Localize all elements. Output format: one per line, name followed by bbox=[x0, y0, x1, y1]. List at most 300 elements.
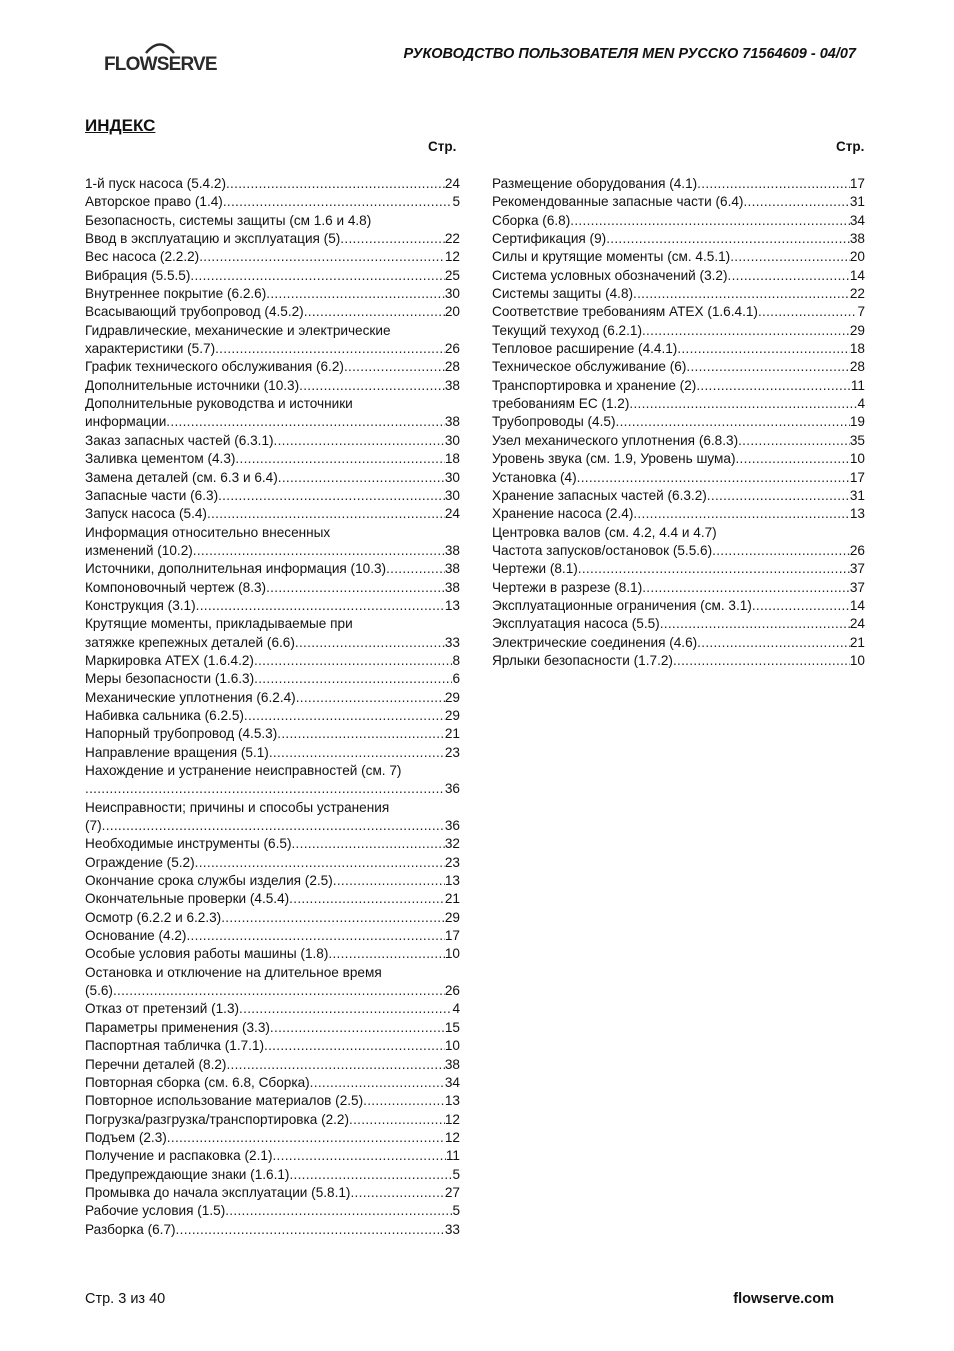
index-entry-title: Особые условия работы машины (1.8) bbox=[85, 946, 329, 962]
dot-leader bbox=[728, 267, 850, 285]
index-entry-page: 10 bbox=[849, 652, 865, 668]
dot-leader bbox=[686, 358, 850, 376]
dot-leader bbox=[223, 193, 453, 211]
index-entry-page: 21 bbox=[444, 726, 460, 742]
index-entry-lead: Безопасность, системы защиты (см 1.6 и 4.8) bbox=[85, 212, 372, 228]
dot-leader bbox=[673, 652, 850, 670]
index-column-left bbox=[85, 175, 460, 1239]
dot-leader bbox=[113, 982, 445, 1000]
index-entry-title: Осмотр (6.2.2 и 6.2.3) bbox=[85, 909, 222, 925]
dot-leader bbox=[570, 212, 850, 230]
index-entry bbox=[85, 652, 460, 670]
index-entry-page: 21 bbox=[444, 891, 460, 907]
dot-leader bbox=[199, 248, 445, 266]
index-entry bbox=[492, 560, 865, 578]
index-entry-title: 1-й пуск насоса (5.4.2) bbox=[85, 176, 226, 191]
index-entry bbox=[492, 579, 865, 597]
index-column-right bbox=[492, 175, 865, 670]
index-entry-title: Чертежи в разрезе (8.1) bbox=[492, 579, 643, 595]
index-entry bbox=[492, 615, 865, 633]
index-entry-page: 31 bbox=[849, 487, 865, 503]
dot-leader bbox=[266, 579, 445, 597]
index-entry-lead: Дополнительные руководства и источники bbox=[85, 396, 353, 412]
index-entry bbox=[492, 395, 865, 413]
index-entry bbox=[85, 1147, 460, 1165]
flowserve-logo bbox=[104, 38, 216, 82]
index-entry-title: Электрические соединения (4.6) bbox=[492, 634, 698, 650]
index-entry-page: 22 bbox=[444, 231, 460, 247]
index-entry-title: Ввод в эксплуатацию и эксплуатация (5) bbox=[85, 231, 341, 247]
index-entry-page: 23 bbox=[444, 744, 460, 760]
index-entry-page: 10 bbox=[849, 451, 865, 467]
dot-leader bbox=[633, 285, 850, 303]
index-entry bbox=[492, 193, 865, 211]
index-entry-title: Дополнительные источники (10.3) bbox=[85, 377, 300, 393]
index-entry bbox=[492, 340, 865, 358]
index-entry bbox=[85, 725, 460, 743]
index-entry bbox=[85, 1202, 460, 1220]
index-entry-page: 22 bbox=[849, 286, 865, 302]
dot-leader bbox=[278, 469, 445, 487]
dot-leader bbox=[743, 193, 849, 211]
index-entry-lead: Информация относительно внесенных bbox=[85, 524, 331, 540]
dot-leader bbox=[274, 432, 445, 450]
index-entry bbox=[85, 982, 460, 1000]
website-link[interactable]: flowserve.com bbox=[733, 1291, 834, 1307]
index-entry-title: Соответствие требованиям ATEX (1.6.4.1) bbox=[492, 304, 758, 320]
dot-leader bbox=[254, 652, 452, 670]
index-entry bbox=[492, 230, 865, 248]
index-entry-page: 5 bbox=[452, 194, 460, 210]
index-entry-title: Вибрация (5.5.5) bbox=[85, 267, 191, 283]
dot-leader bbox=[677, 340, 850, 358]
dot-leader bbox=[577, 469, 850, 487]
index-entry bbox=[85, 1037, 460, 1055]
index-entry bbox=[492, 413, 865, 431]
index-entry-title: Установка (4) bbox=[492, 469, 577, 485]
index-entry-title: Меры безопасности (1.6.3) bbox=[85, 671, 255, 687]
index-entry-page: 10 bbox=[444, 946, 460, 962]
index-entry bbox=[492, 303, 865, 321]
index-entry-lead: Гидравлические, механические и электрические bbox=[85, 322, 391, 338]
index-entry-title: Основание (4.2) bbox=[85, 928, 187, 944]
index-entry bbox=[492, 248, 865, 266]
dot-leader bbox=[167, 1129, 445, 1147]
dot-leader bbox=[349, 1111, 445, 1129]
index-entry bbox=[492, 469, 865, 487]
dot-leader bbox=[218, 487, 445, 505]
index-entry bbox=[85, 505, 460, 523]
index-entry bbox=[85, 542, 460, 560]
index-entry bbox=[85, 634, 460, 652]
index-entry-page: 24 bbox=[444, 506, 460, 522]
index-entry-title: Погрузка/разгрузка/транспортировка (2.2) bbox=[85, 1111, 350, 1127]
dot-leader bbox=[712, 542, 850, 560]
index-entry-title: информации bbox=[85, 414, 167, 430]
index-entry-title: Всасывающий трубопровод (4.5.2) bbox=[85, 304, 304, 320]
index-entry bbox=[85, 707, 460, 725]
index-entry-page: 33 bbox=[444, 634, 460, 650]
index-entry-page: 4 bbox=[857, 396, 865, 412]
index-entry bbox=[85, 377, 460, 395]
index-entry bbox=[85, 890, 460, 908]
dot-leader bbox=[629, 395, 857, 413]
index-entry bbox=[85, 817, 460, 835]
dot-leader bbox=[207, 505, 445, 523]
index-entry-title: изменений (10.2) bbox=[85, 542, 193, 558]
logo-arc-icon bbox=[144, 40, 176, 54]
index-entry-title: Промывка до начала эксплуатации (5.8.1) bbox=[85, 1184, 351, 1200]
index-entry-title: Тепловое расширение (4.4.1) bbox=[492, 341, 678, 357]
index-entry-title: Окончание срока службы изделия (2.5) bbox=[85, 873, 333, 889]
index-entry-page: 17 bbox=[444, 928, 460, 944]
dot-leader bbox=[254, 670, 452, 688]
dot-leader bbox=[310, 1074, 445, 1092]
dot-leader bbox=[304, 303, 445, 321]
index-entry bbox=[85, 193, 460, 211]
dot-leader bbox=[296, 689, 445, 707]
index-entry-page: 37 bbox=[849, 561, 865, 577]
index-entry-title: Размещение оборудования (4.1) bbox=[492, 176, 698, 191]
index-entry bbox=[85, 1074, 460, 1092]
index-entry-title: (7) bbox=[85, 818, 102, 834]
index-entry-title: Направление вращения (5.1) bbox=[85, 744, 269, 760]
index-entry bbox=[85, 1092, 460, 1110]
index-entry bbox=[85, 303, 460, 321]
index-entry-title: Ярлыки безопасности (1.7.2) bbox=[492, 652, 673, 668]
index-entry-page: 38 bbox=[444, 414, 460, 430]
index-entry-title: Рабочие условия (1.5) bbox=[85, 1203, 226, 1219]
index-entry-title: Авторское право (1.4) bbox=[85, 194, 223, 210]
index-entry-title: График технического обслуживания (6.2) bbox=[85, 359, 344, 375]
index-entry bbox=[85, 285, 460, 303]
index-entry bbox=[85, 689, 460, 707]
dot-leader bbox=[291, 835, 444, 853]
dot-leader bbox=[616, 413, 850, 431]
dot-leader bbox=[642, 322, 850, 340]
index-entry-title: Эксплуатационные ограничения (см. 3.1) bbox=[492, 597, 752, 613]
dot-leader bbox=[239, 1000, 452, 1018]
index-entry-page: 14 bbox=[849, 267, 865, 283]
dot-leader bbox=[363, 1092, 445, 1110]
dot-leader bbox=[697, 634, 850, 652]
index-entry bbox=[85, 1019, 460, 1037]
index-entry-page: 20 bbox=[849, 249, 865, 265]
index-entry-title: Маркировка ATEX (1.6.4.2) bbox=[85, 652, 254, 668]
index-entry-title: Механические уплотнения (6.2.4) bbox=[85, 689, 296, 705]
index-entry bbox=[492, 285, 865, 303]
index-entry-page: 19 bbox=[849, 414, 865, 430]
index-entry-page: 15 bbox=[444, 1019, 460, 1035]
index-entry bbox=[85, 835, 460, 853]
index-entry bbox=[85, 469, 460, 487]
index-entry-title: Источники, дополнительная информация (10.3) bbox=[85, 561, 387, 577]
index-entry-page: 13 bbox=[444, 873, 460, 889]
index-entry bbox=[85, 450, 460, 468]
index-entry-title: Компоновочный чертеж (8.3) bbox=[85, 579, 267, 595]
index-entry bbox=[85, 1129, 460, 1147]
dot-leader bbox=[277, 725, 445, 743]
index-entry-title: Сертификация (9) bbox=[492, 231, 607, 247]
index-entry-page: 25 bbox=[444, 267, 460, 283]
index-entry-page: 30 bbox=[444, 286, 460, 302]
dot-leader bbox=[235, 450, 444, 468]
dot-leader bbox=[196, 597, 445, 615]
dot-leader bbox=[270, 1019, 445, 1037]
index-entry-page: 30 bbox=[444, 469, 460, 485]
index-entry bbox=[492, 597, 865, 615]
index-entry-page: 38 bbox=[849, 231, 865, 247]
index-entry-lead: Крутящие моменты, прикладываемые при bbox=[85, 616, 353, 632]
index-entry-page: 38 bbox=[444, 542, 460, 558]
index-entry bbox=[492, 322, 865, 340]
dot-leader bbox=[266, 285, 445, 303]
index-entry-page: 24 bbox=[444, 176, 460, 191]
index-entry-title: Узел механического уплотнения (6.8.3) bbox=[492, 432, 739, 448]
dot-leader bbox=[299, 377, 445, 395]
dot-leader bbox=[190, 267, 445, 285]
dot-leader bbox=[85, 780, 445, 798]
dot-leader bbox=[578, 560, 850, 578]
dot-leader bbox=[350, 1184, 444, 1202]
index-entry-page: 33 bbox=[444, 1221, 460, 1237]
right-page-column-label: Стр. bbox=[836, 139, 865, 154]
index-entry-page: 8 bbox=[452, 652, 460, 668]
index-entry-page: 12 bbox=[444, 1129, 460, 1145]
index-entry-page: 28 bbox=[444, 359, 460, 375]
dot-leader bbox=[697, 175, 850, 193]
index-entry-lead: Неисправности; причины и способы устранения bbox=[85, 799, 390, 815]
index-entry bbox=[85, 1221, 460, 1239]
dot-leader bbox=[738, 432, 850, 450]
dot-leader bbox=[752, 597, 850, 615]
index-entry-page: 18 bbox=[444, 451, 460, 467]
index-entry bbox=[85, 854, 460, 872]
index-entry-title: Перечни деталей (8.2) bbox=[85, 1056, 227, 1072]
index-entry-lead: Центровка валов (см. 4.2, 4.4 и 4.7) bbox=[492, 524, 717, 540]
index-entry-page: 26 bbox=[849, 542, 865, 558]
index-entry-title: Напорный трубопровод (4.5.3) bbox=[85, 726, 278, 742]
dot-leader bbox=[707, 487, 850, 505]
index-entry bbox=[85, 358, 460, 376]
dot-leader bbox=[272, 1147, 445, 1165]
index-entry-page: 38 bbox=[444, 561, 460, 577]
index-entry bbox=[492, 432, 865, 450]
index-entry bbox=[492, 487, 865, 505]
index-entry bbox=[492, 212, 865, 230]
index-entry-title: Частота запусков/остановок (5.5.6) bbox=[492, 542, 713, 558]
index-entry-page: 38 bbox=[444, 1056, 460, 1072]
index-entry bbox=[85, 560, 460, 578]
index-entry-title: Отказ от претензий (1.3) bbox=[85, 1001, 240, 1017]
index-entry-page: 29 bbox=[444, 707, 460, 723]
index-entry-page: 34 bbox=[444, 1074, 460, 1090]
index-entry-title: Системы защиты (4.8) bbox=[492, 286, 634, 302]
index-entry bbox=[85, 487, 460, 505]
index-entry-page: 18 bbox=[849, 341, 865, 357]
index-entry bbox=[85, 413, 460, 431]
index-entry bbox=[85, 267, 460, 285]
page-number: Стр. 3 из 40 bbox=[85, 1291, 166, 1307]
dot-leader bbox=[386, 560, 445, 578]
index-entry-title: Заказ запасных частей (6.3.1) bbox=[85, 432, 274, 448]
dot-leader bbox=[226, 1056, 444, 1074]
index-entry bbox=[85, 579, 460, 597]
index-entry-title: Хранение запасных частей (6.3.2) bbox=[492, 487, 707, 503]
index-entry bbox=[492, 358, 865, 376]
index-entry-title: Разборка (6.7) bbox=[85, 1221, 176, 1237]
index-entry-title: Система условных обозначений (3.2) bbox=[492, 267, 728, 283]
index-entry-page: 11 bbox=[445, 1148, 460, 1164]
index-entry-title: Чертежи (8.1) bbox=[492, 561, 578, 577]
dot-leader bbox=[642, 579, 850, 597]
index-entry-title: Запуск насоса (5.4) bbox=[85, 506, 207, 522]
index-entry-page: 29 bbox=[444, 689, 460, 705]
index-entry bbox=[492, 542, 865, 560]
index-entry-title: Ограждение (5.2) bbox=[85, 854, 195, 870]
index-entry-page: 38 bbox=[444, 579, 460, 595]
index-entry-page: 5 bbox=[452, 1166, 460, 1182]
dot-leader bbox=[225, 1202, 452, 1220]
index-entry-title: Подъем (2.3) bbox=[85, 1129, 167, 1145]
index-entry bbox=[85, 780, 460, 798]
index-entry-title: Сборка (6.8) bbox=[492, 212, 571, 228]
index-entry-page: 23 bbox=[444, 854, 460, 870]
index-entry-page: 12 bbox=[444, 249, 460, 265]
index-entry-title: Необходимые инструменты (6.5) bbox=[85, 836, 292, 852]
dot-leader bbox=[193, 542, 445, 560]
index-entry-page: 27 bbox=[444, 1184, 460, 1200]
dot-leader bbox=[633, 505, 850, 523]
dot-leader bbox=[660, 615, 850, 633]
index-entry-title: Повторное использование материалов (2.5) bbox=[85, 1093, 364, 1109]
index-entry-title: Предупреждающие знаки (1.6.1) bbox=[85, 1166, 290, 1182]
index-entry-page: 26 bbox=[444, 341, 460, 357]
dot-leader bbox=[758, 303, 857, 321]
index-entry bbox=[492, 377, 865, 395]
index-entry-page: 5 bbox=[452, 1203, 460, 1219]
dot-leader bbox=[696, 377, 851, 395]
dot-leader bbox=[340, 230, 445, 248]
index-entry-title: Запасные части (6.3) bbox=[85, 487, 219, 503]
index-entry-page: 26 bbox=[444, 983, 460, 999]
index-entry bbox=[85, 927, 460, 945]
dot-leader bbox=[226, 175, 445, 193]
index-entry-page: 36 bbox=[444, 781, 460, 797]
index-entry-title: Рекомендованные запасные части (6.4) bbox=[492, 194, 744, 210]
index-entry bbox=[85, 1184, 460, 1202]
index-entry-title: Окончательные проверки (4.5.4) bbox=[85, 891, 290, 907]
index-entry bbox=[492, 505, 865, 523]
index-entry bbox=[85, 744, 460, 762]
index-entry-page: 34 bbox=[849, 212, 865, 228]
index-entry bbox=[85, 432, 460, 450]
index-entry-page: 13 bbox=[444, 597, 460, 613]
dot-leader bbox=[195, 854, 445, 872]
dot-leader bbox=[289, 1166, 452, 1184]
index-entry bbox=[85, 248, 460, 266]
dot-leader bbox=[606, 230, 850, 248]
index-entry-page: 28 bbox=[849, 359, 865, 375]
index-entry bbox=[85, 670, 460, 688]
dot-leader bbox=[102, 817, 445, 835]
index-entry-title: (5.6) bbox=[85, 983, 113, 999]
index-entry bbox=[492, 450, 865, 468]
index-entry-page: 13 bbox=[849, 506, 865, 522]
index-entry-page: 4 bbox=[452, 1001, 460, 1017]
index-entry-title: требованиям ЕС (1.2) bbox=[492, 396, 630, 412]
index-entry-title: затяжке крепежных деталей (6.6) bbox=[85, 634, 295, 650]
index-entry-page: 24 bbox=[849, 616, 865, 632]
logo-text: FLOWSERVE bbox=[104, 54, 217, 75]
index-entry bbox=[85, 340, 460, 358]
index-entry-title: Повторная сборка (см. 6.8, Сборка) bbox=[85, 1074, 310, 1090]
index-entry-page: 12 bbox=[444, 1111, 460, 1127]
index-entry bbox=[85, 872, 460, 890]
index-entry-title: Заливка цементом (4.3) bbox=[85, 451, 236, 467]
document-reference: РУКОВОДСТВО ПОЛЬЗОВАТЕЛЯ MEN РУССКО 71564609 - 04/07 bbox=[403, 46, 856, 62]
dot-leader bbox=[333, 872, 445, 890]
dot-leader bbox=[176, 1221, 445, 1239]
index-entry bbox=[85, 230, 460, 248]
left-page-column-label: Стр. bbox=[428, 139, 457, 154]
index-entry-title: Внутреннее покрытие (6.2.6) bbox=[85, 286, 267, 302]
dot-leader bbox=[269, 744, 445, 762]
index-entry-page: 29 bbox=[444, 909, 460, 925]
index-entry-title: характеристики (5.7) bbox=[85, 341, 216, 357]
index-entry-page: 38 bbox=[444, 377, 460, 393]
index-entry bbox=[85, 175, 460, 193]
index-entry-page: 30 bbox=[444, 432, 460, 448]
index-entry-title: Трубопроводы (4.5) bbox=[492, 414, 616, 430]
dot-leader bbox=[186, 927, 444, 945]
index-entry-page: 32 bbox=[444, 836, 460, 852]
index-entry-page: 31 bbox=[849, 194, 865, 210]
index-entry bbox=[85, 909, 460, 927]
index-entry bbox=[492, 652, 865, 670]
index-entry-title: Набивка сальника (6.2.5) bbox=[85, 707, 244, 723]
index-entry bbox=[492, 175, 865, 193]
index-entry bbox=[492, 634, 865, 652]
index-entry-page: 17 bbox=[849, 469, 865, 485]
dot-leader bbox=[289, 890, 445, 908]
index-entry-page: 20 bbox=[444, 304, 460, 320]
dot-leader bbox=[221, 909, 445, 927]
dot-leader bbox=[730, 248, 850, 266]
dot-leader bbox=[344, 358, 445, 376]
index-entry-page: 11 bbox=[850, 377, 865, 393]
index-entry-page: 21 bbox=[849, 634, 865, 650]
dot-leader bbox=[295, 634, 445, 652]
index-entry bbox=[85, 1111, 460, 1129]
index-entry-title: Техническое обслуживание (6) bbox=[492, 359, 687, 375]
index-entry bbox=[85, 1056, 460, 1074]
index-entry-title: Получение и распаковка (2.1) bbox=[85, 1148, 273, 1164]
index-entry-page: 29 bbox=[849, 322, 865, 338]
index-entry-page: 30 bbox=[444, 487, 460, 503]
index-entry-title: Вес насоса (2.2.2) bbox=[85, 249, 200, 265]
dot-leader bbox=[264, 1037, 445, 1055]
index-entry-title: Текущий техуход (6.2.1) bbox=[492, 322, 642, 338]
index-entry-page: 7 bbox=[857, 304, 865, 320]
index-entry bbox=[85, 1000, 460, 1018]
index-entry bbox=[492, 267, 865, 285]
index-entry-title: Паспортная табличка (1.7.1) bbox=[85, 1038, 265, 1054]
index-entry-title: Уровень звука (см. 1.9, Уровень шума) bbox=[492, 451, 736, 467]
index-entry-page: 6 bbox=[452, 671, 460, 687]
dot-leader bbox=[166, 413, 445, 431]
index-entry bbox=[85, 945, 460, 963]
